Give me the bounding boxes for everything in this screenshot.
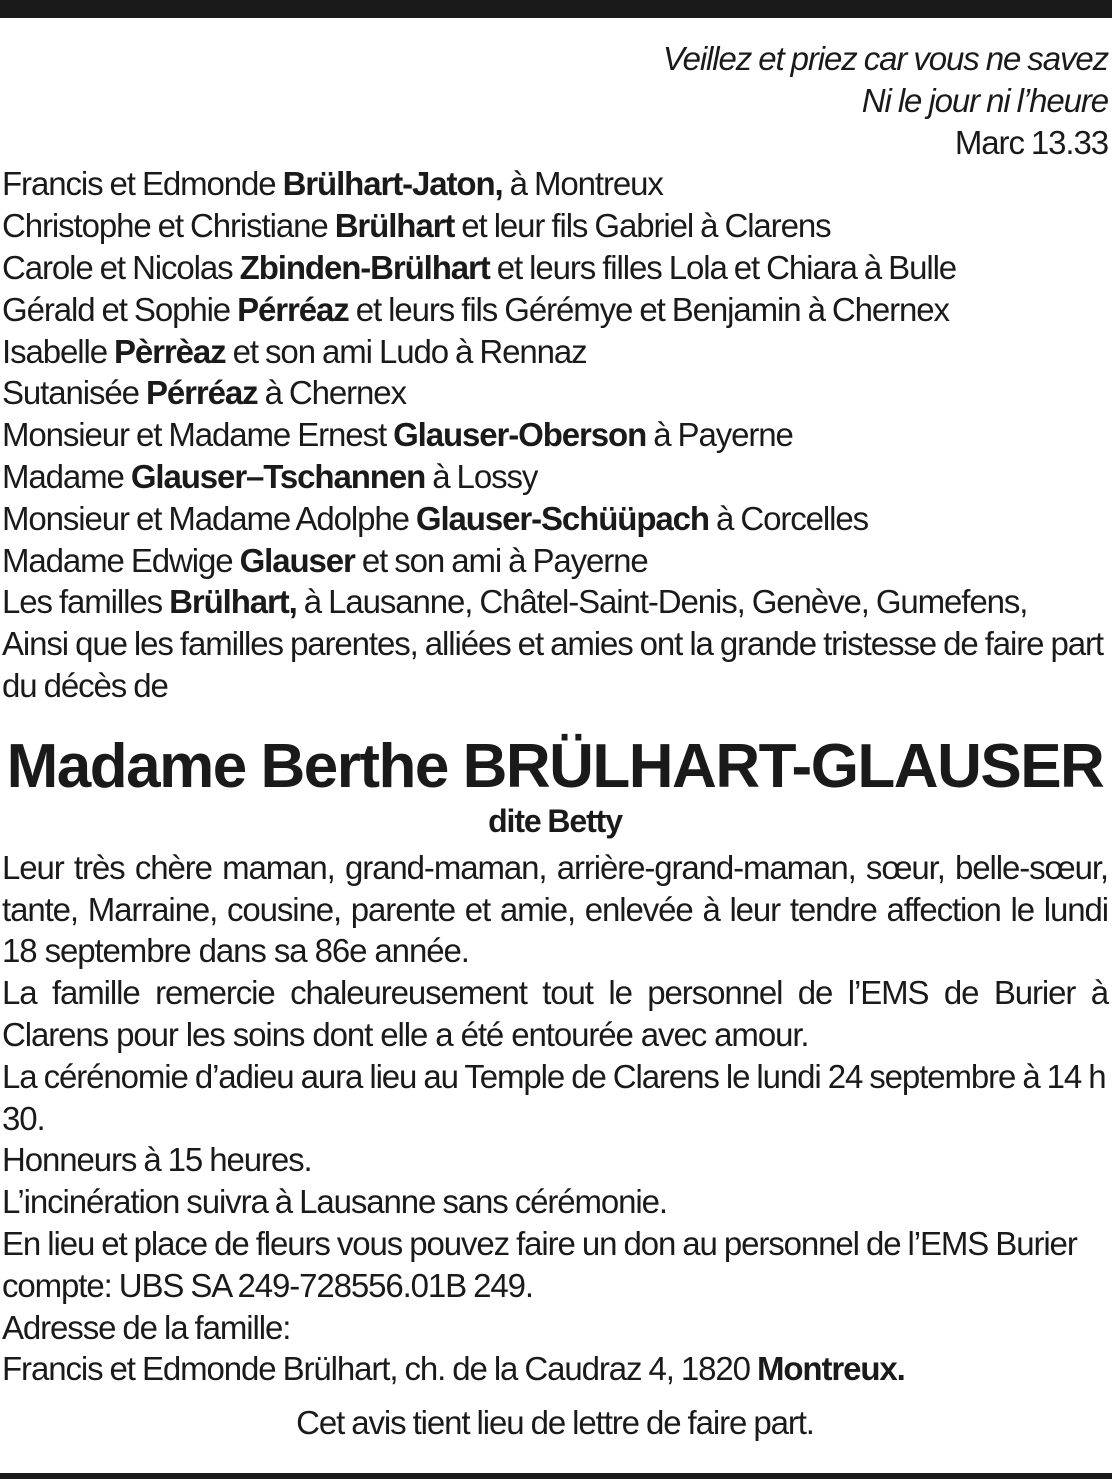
footer-note: Cet avis tient lieu de lettre de faire part. <box>296 1404 814 1442</box>
quote-line-2: Ni le jour ni l’heure <box>861 81 1108 119</box>
body-paragraph: Adresse de la famille: <box>2 1308 291 1346</box>
family-line: Monsieur et Madame Ernest Glauser-Oberson à Payerne <box>2 416 793 454</box>
intro-text: Ainsi que les familles parentes, alliées et amies ont la grande tristesse de faire part du décès de <box>2 625 1103 704</box>
family-line: Francis et Edmonde Brülhart-Jaton, à Montreux <box>2 165 663 203</box>
death-notice <box>2 38 1108 1444</box>
body-paragraph: La cérénomie d’adieu aura lieu au Temple de Clarens le lundi 24 septembre à 14 h 30. <box>2 1057 1106 1137</box>
deceased-name: Madame Berthe BRÜLHART-GLAUSER <box>6 731 1104 801</box>
body-paragraph: La famille remercie chaleureusement tout le personnel de l’EMS de Burier à Clarens pour les soins dont elle a été entourée avec amour. <box>2 974 1108 1053</box>
quote-reference: Marc 13.33 <box>954 123 1108 161</box>
body-paragraph: L’incinération suivra à Lausanne sans cérémonie. <box>2 1183 667 1221</box>
family-line: Madame Glauser–Tschannen à Lossy <box>2 457 538 495</box>
family-line: Les familles Brülhart, à Lausanne, Châtel-Saint-Denis, Genève, Gumefens, <box>2 583 1028 621</box>
family-line: Carole et Nicolas Zbinden-Brülhart et leurs filles Lola et Chiara à Bulle <box>2 248 957 286</box>
family-line: Isabelle Pèrrèaz et son ami Ludo à Rennaz <box>2 332 587 370</box>
family-line: Monsieur et Madame Adolphe Glauser-Schüüpach à Corcelles <box>2 499 868 537</box>
top-rule <box>0 0 1112 18</box>
family-line: Madame Edwige Glauser et son ami à Payerne <box>2 541 648 579</box>
family-address: Francis et Edmonde Brülhart, ch. de la Caudraz 4, 1820 Montreux. <box>2 1350 905 1388</box>
quote-line-1: Veillez et priez car vous ne savez <box>662 40 1108 77</box>
bottom-rule <box>0 1473 1112 1479</box>
family-list <box>2 163 1108 623</box>
notice-body <box>2 847 1108 1390</box>
body-paragraph: En lieu et place de fleurs vous pouvez faire un don au personnel de l’EMS Burier compte: UBS SA 249-728556.01B 249. <box>2 1224 1077 1304</box>
family-line: Gérald et Sophie Pérréaz et leurs fils Gérémye et Benjamin à Chernex <box>2 290 949 328</box>
family-line: Sutanisée Pérréaz à Chernex <box>2 374 406 412</box>
bible-quote <box>2 38 1108 163</box>
deceased-nickname: dite Betty <box>488 802 622 839</box>
body-paragraph: Leur très chère maman, grand-maman, arrière-grand-maman, sœur, belle-sœur, tante, Marraine, cousine, parente et amie, enlevée à leur tendre affection le lundi 18 septembre dans sa 86e année. <box>2 848 1108 970</box>
family-line: Christophe et Christiane Brülhart et leur fils Gabriel à Clarens <box>2 207 831 245</box>
body-paragraph: Honneurs à 15 heures. <box>2 1141 312 1179</box>
